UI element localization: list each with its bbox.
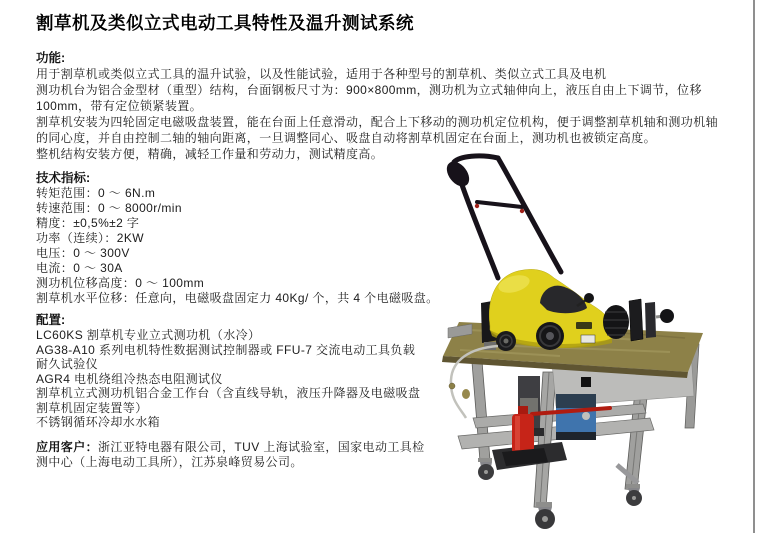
spec-line: 测功机位移高度：0 ～ 100mm: [36, 276, 205, 290]
spec-line: 转速范围：0 ～ 8000r/min: [36, 201, 182, 215]
config-line: AG38-A10 系列电机特性数据测试控制器或 FFU-7 交流电动工具负载: [36, 342, 416, 357]
spec-line: 电流：0 ～ 30A: [36, 261, 123, 275]
features-line: 的同心度，并自由控制二轴的轴向距离，一旦调整同心、吸盘自动将割草机固定在台面上，测功机也被锁定高度。: [36, 131, 657, 145]
config-line: 不锈钢循环冷却水水箱: [36, 415, 161, 429]
test-bench-photo: [440, 150, 757, 533]
config-line: 耐久试验仪: [36, 357, 99, 371]
spec-line: 精度：±0,5%±2 字: [36, 216, 140, 230]
customers-line-2: 测中心（上海电动工具所），江苏泉峰贸易公司。: [36, 455, 303, 469]
page-title: 割草机及类似立式电动工具特性及温升测试系统: [36, 13, 414, 33]
customers-text: 浙江亚特电器有限公司，TUV 上海试验室，国家电动工具检: [98, 439, 425, 454]
customers-heading: 应用客户：: [36, 439, 99, 454]
spec-line: 转矩范围：0 ～ 6N.m: [36, 186, 156, 200]
handle-grip: [442, 157, 473, 190]
config-heading: 配置:: [36, 313, 66, 327]
section-features: [36, 50, 718, 162]
features-line: 割草机安装为四轮固定电磁吸盘装置，能在台面上任意滑动，配合上下移动的测功机定位机构，便于调整割草机轴和测功机轴: [36, 115, 719, 129]
spec-line: 割草机水平位移：任意向，电磁吸盘固定力 40Kg/ 个，共 4 个电磁吸盘。: [36, 291, 439, 305]
mower-handle: [442, 156, 561, 278]
mower-cover: [540, 286, 587, 314]
page-right-border: [753, 0, 755, 533]
apron-switch: [581, 377, 591, 387]
test-bench-illustration: [440, 150, 757, 533]
spec-line: 电压：0 ～ 300V: [36, 246, 130, 260]
config-line: LC60KS 割草机专业立式测功机（水冷）: [36, 328, 261, 342]
config-line: 割草机立式测功机铝合金工作台（含直线导轨，液压升降器及电磁吸盘: [36, 386, 421, 400]
features-line: 测功机台为铝合金型材（重型）结构，台面钢板尺寸为：900×800mm，测功机为立式轴伸向上，液压自由上下调节，位移: [36, 83, 702, 97]
specs-heading: 技术指标:: [36, 171, 91, 185]
features-line: 用于割草机或类似立式工具的温升试验，以及性能试验，适用于各种型号的割草机、类似立式工具及电机: [36, 67, 607, 81]
features-line: 整机结构安装方便，精确，减轻工作量和劳动力，测试精度高。: [36, 147, 384, 161]
features-heading: 功能:: [36, 51, 66, 65]
config-line: AGR4 电机绕组冷热态电阻测试仪: [36, 371, 223, 386]
config-line: 割草机固定装置等）: [36, 400, 148, 415]
features-line: 100mm，带有定位锁紧装置。: [36, 99, 203, 113]
spec-line: 功率（连续）：2KW: [36, 231, 145, 245]
